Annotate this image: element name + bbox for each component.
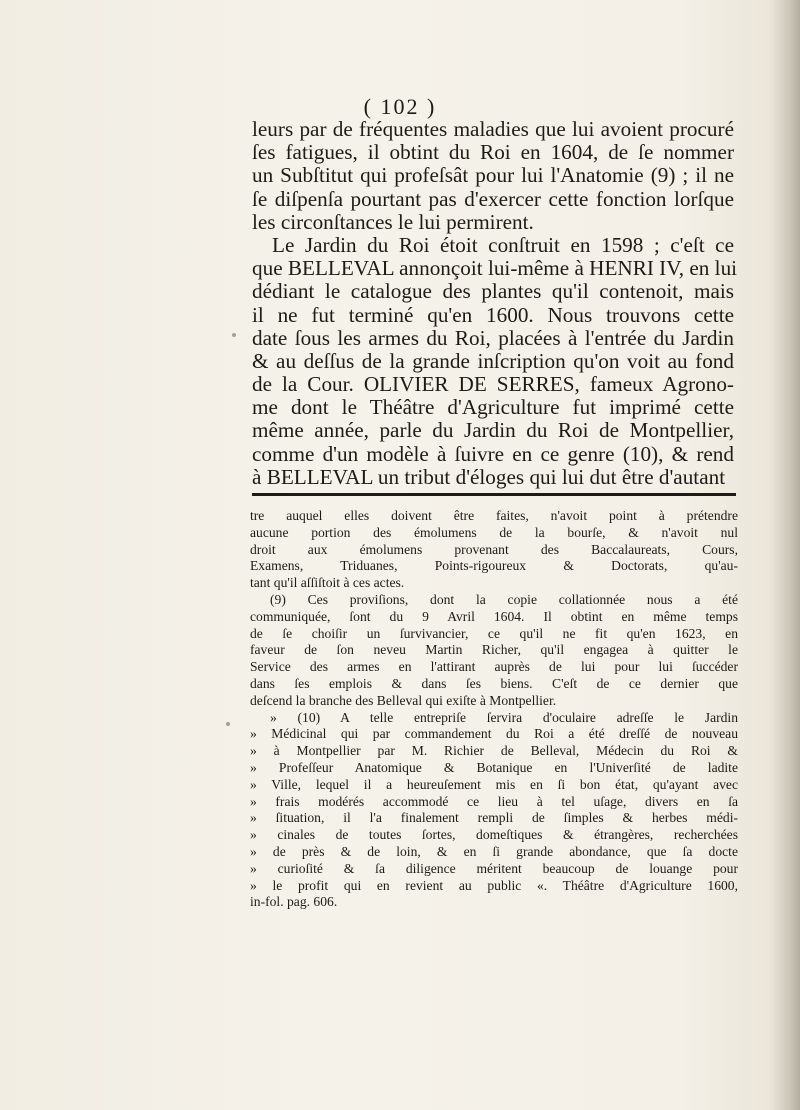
margin-speck: [226, 722, 230, 726]
main-text-line: ſe diſpenſa pourtant pas d'exercer cette fonction lorſque: [252, 186, 734, 211]
main-text-line: Le Jardin du Roi étoit conſtruit en 1598 ; c'eſt ce: [272, 232, 734, 257]
footnote-line: » ſituation, il l'a finalement rempli de ſimples & herbes médi-: [250, 810, 738, 826]
main-text-line: à BELLEVAL un tribut d'éloges qui lui dut être d'autant: [252, 464, 726, 489]
footnote-line: Service des armes en l'attirant auprès de lui pour lui ſuccéder: [250, 659, 738, 675]
footnote-line: faveur de ſon neveu Martin Richer, qu'il engagea à quitter le: [250, 642, 738, 658]
footnote-line: » Médicinal qui par commandement du Roi a été dreſſé de nouveau: [250, 726, 738, 742]
footnote-line: » (10) A telle entrepriſe ſervira d'oculaire adreſſe le Jardin: [270, 709, 738, 725]
footnote-line: » Profeſſeur Anatomique & Botanique en l'Univerſité de ladite: [250, 759, 738, 775]
main-text-line: me dont le Théâtre d'Agriculture fut imprimé cette: [252, 395, 734, 420]
main-text-line: un Subſtitut qui profeſsât pour lui l'Anatomie (9) ; il ne: [252, 163, 734, 188]
footnote-line: » le profit qui en revient au public «. Théâtre d'Agriculture 1600,: [250, 877, 738, 893]
footnote-line: » curioſité & ſa diligence méritent beaucoup de louange pour: [250, 860, 738, 876]
footnote-line: » de près & de loin, & en ſi grande abondance, que ſa docte: [250, 843, 738, 859]
footnote-line: » Ville, lequel il a heureuſement mis en ſi bon état, qu'ayant avec: [250, 776, 738, 792]
main-text-line: dédiant le catalogue des plantes qu'il contenoit, mais: [252, 279, 734, 304]
main-text-line: comme d'un modèle à ſuivre en ce genre (10), & rend: [252, 441, 734, 466]
margin-speck: [232, 333, 236, 337]
footnote-line: dans ſes emplois & dans ſes biens. C'eſt de ce dernier que: [250, 675, 738, 691]
footnote-line: » cinales de toutes ſortes, domeſtiques & étrangères, recherchées: [250, 827, 738, 843]
footnote-line: » frais modérés accommodé ce lieu à tel uſage, divers en ſa: [250, 793, 738, 809]
main-text-line: & au deſſus de la grande inſcription qu'on voit au fond: [252, 348, 734, 373]
footnote-line: droit aux émolumens provenant des Baccalaureats, Cours,: [250, 541, 738, 557]
main-text-line: date ſous les armes du Roi, placées à l'entrée du Jardin: [252, 325, 734, 350]
footnote-line: in-fol. pag. 606.: [250, 894, 338, 910]
footnote-line: tre auquel elles doivent être faites, n'avoit point à prétendre: [250, 508, 738, 523]
footnote-line: tant qu'il aſſiſtoit à ces actes.: [250, 575, 405, 591]
page-edge-shadow: [772, 0, 800, 1110]
footnote-line: (9) Ces proviſions, dont la copie collationnée nous a été: [270, 591, 738, 607]
footnote-line: aucune portion des émolumens de la bourſe, & n'avoit nul: [250, 524, 738, 540]
main-text-line: leurs par de fréquentes maladies que lui avoient procuré: [252, 117, 734, 141]
main-text-line: il ne fut terminé qu'en 1600. Nous trouvons cette: [252, 302, 734, 327]
footnote-line: Examens, Triduanes, Points-rigoureux & Doctorats, qu'au-: [250, 558, 738, 574]
footnote-line: communiquée, ſont du 9 Avril 1604. Il obtint en même temps: [250, 608, 738, 624]
footnote-line: » à Montpellier par M. Richier de Belleval, Médecin du Roi &: [250, 743, 738, 759]
page-number: ( 102 ): [363, 94, 437, 119]
footnote-line: deſcend la branche des Belleval qui exiſte à Montpellier.: [250, 692, 557, 708]
main-text-block: [252, 117, 738, 489]
main-text-line: même année, parle du Jardin du Roi de Montpellier,: [252, 418, 734, 443]
main-text-line: que BELLEVAL annonçoit lui-même à HENRI IV, en lui: [252, 256, 738, 281]
main-text-line: ſes fatigues, il obtint du Roi en 1604, de ſe nommer: [252, 140, 734, 165]
footnote-separator-rule: [252, 493, 736, 496]
footnotes-block: [250, 508, 738, 911]
footnote-line: de ſe choiſir un ſurvivancier, ce qu'il ne fit qu'en 1623, en: [250, 625, 738, 641]
main-text-line: les circonſtances le lui permirent.: [252, 209, 534, 234]
main-text-line: de la Cour. OLIVIER DE SERRES, fameux Agrono-: [252, 372, 734, 397]
